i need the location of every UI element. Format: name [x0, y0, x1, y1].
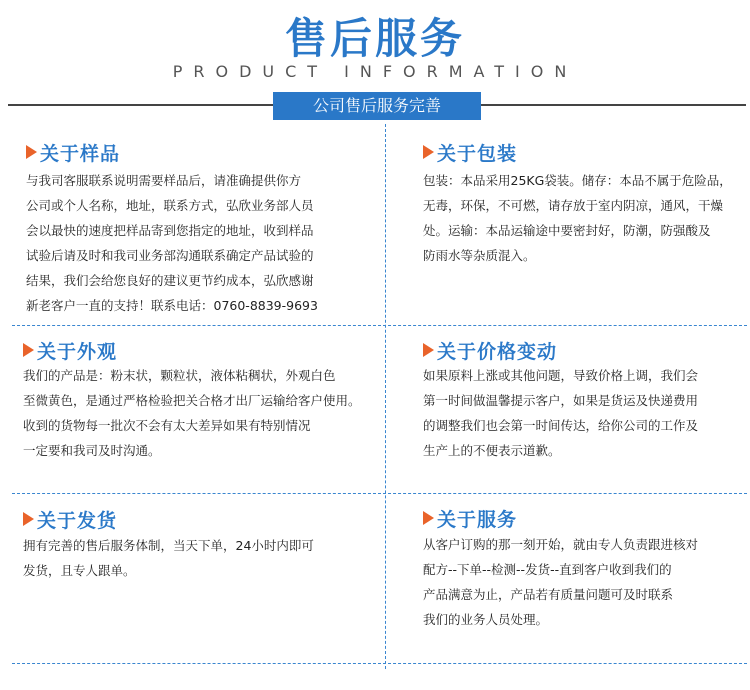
section-line: 会以最快的速度把样品寄到您指定的地址，收到样品 — [26, 223, 314, 238]
banner-label: 公司售后服务完善 — [273, 92, 481, 120]
section-body — [26, 168, 318, 318]
section-samples — [26, 139, 318, 318]
section-line: 发货，且专人跟单。 — [23, 563, 136, 578]
section-title-row — [423, 337, 698, 363]
section-line: 收到的货物每一批次不会有太大差异如果有特别情况 — [23, 418, 311, 433]
section-line: 至微黄色，是通过严格检验把关合格才出厂运输给客户使用。 — [23, 393, 361, 408]
section-body — [423, 363, 698, 463]
section-line: 试验后请及时和我司业务部沟通联系确定产品试验的 — [26, 248, 314, 263]
section-line: 与我司客服联系说明需要样品后，请准确提供你方 — [26, 173, 302, 188]
vertical-divider — [385, 124, 386, 669]
section-body — [23, 533, 314, 583]
section-line: 公司或个人名称，地址，联系方式，弘欣业务部人员 — [26, 198, 314, 213]
section-appearance — [23, 337, 361, 463]
triangle-right-icon — [26, 145, 37, 159]
horizontal-divider-3 — [12, 663, 747, 664]
section-title: 关于外观 — [37, 340, 118, 363]
section-title: 关于包装 — [437, 142, 518, 165]
section-title-row — [23, 506, 314, 532]
page-subtitle: PRODUCT INFORMATION — [172, 62, 578, 81]
section-shipping — [23, 506, 314, 583]
section-line: 的调整我们也会第一时间传达，给你公司的工作及 — [423, 418, 699, 433]
section-title: 关于服务 — [437, 508, 518, 531]
section-body — [423, 532, 698, 632]
section-line: 第一时间做温馨提示客户，如果是货运及快递费用 — [423, 393, 699, 408]
section-line: 新老客户一直的支持！联系电话：0760-8839-9693 — [26, 298, 318, 313]
section-line: 包装：本品采用25KG袋装。储存：本品不属于危险品， — [423, 173, 732, 188]
section-service — [423, 505, 698, 632]
section-line: 处。运输：本品运输途中要密封好，防潮，防强酸及 — [423, 223, 711, 238]
section-body — [23, 363, 361, 463]
section-line: 我们的业务人员处理。 — [423, 612, 549, 627]
section-title: 关于发货 — [37, 509, 118, 532]
section-line: 配方--下单--检测--发货--直到客户收到我们的 — [423, 562, 672, 577]
horizontal-divider-1 — [12, 325, 747, 326]
section-line: 无毒，环保，不可燃，请存放于室内阴凉，通风，干燥 — [423, 198, 724, 213]
section-line: 防雨水等杂质混入。 — [423, 248, 536, 263]
section-line: 我们的产品是：粉末状，颗粒状，液体粘稠状，外观白色 — [23, 368, 336, 383]
section-title-row — [423, 139, 732, 165]
section-price-changes — [423, 337, 698, 463]
section-line: 如果原料上涨或其他问题，导致价格上调，我们会 — [423, 368, 699, 383]
section-line: 一定要和我司及时沟通。 — [23, 443, 161, 458]
section-line: 从客户订购的那一刻开始，就由专人负责跟进核对 — [423, 537, 699, 552]
section-title: 关于价格变动 — [437, 340, 558, 363]
section-line: 拥有完善的售后服务体制，当天下单，24小时内即可 — [23, 538, 314, 553]
horizontal-divider-2 — [12, 493, 747, 494]
section-title-row — [423, 505, 698, 531]
triangle-right-icon — [423, 343, 434, 357]
page-title: 售后服务 — [284, 14, 465, 63]
triangle-right-icon — [23, 343, 34, 357]
triangle-right-icon — [423, 511, 434, 525]
section-line: 结果，我们会给您良好的建议更节约成本，弘欣感谢 — [26, 273, 314, 288]
section-title: 关于样品 — [40, 142, 121, 165]
section-body — [423, 168, 732, 268]
section-line: 生产上的不便表示道歉。 — [423, 443, 561, 458]
section-line: 产品满意为止，产品若有质量问题可及时联系 — [423, 587, 674, 602]
triangle-right-icon — [423, 145, 434, 159]
section-title-row — [23, 337, 361, 363]
section-title-row — [26, 139, 318, 165]
triangle-right-icon — [23, 512, 34, 526]
section-packaging — [423, 139, 732, 268]
